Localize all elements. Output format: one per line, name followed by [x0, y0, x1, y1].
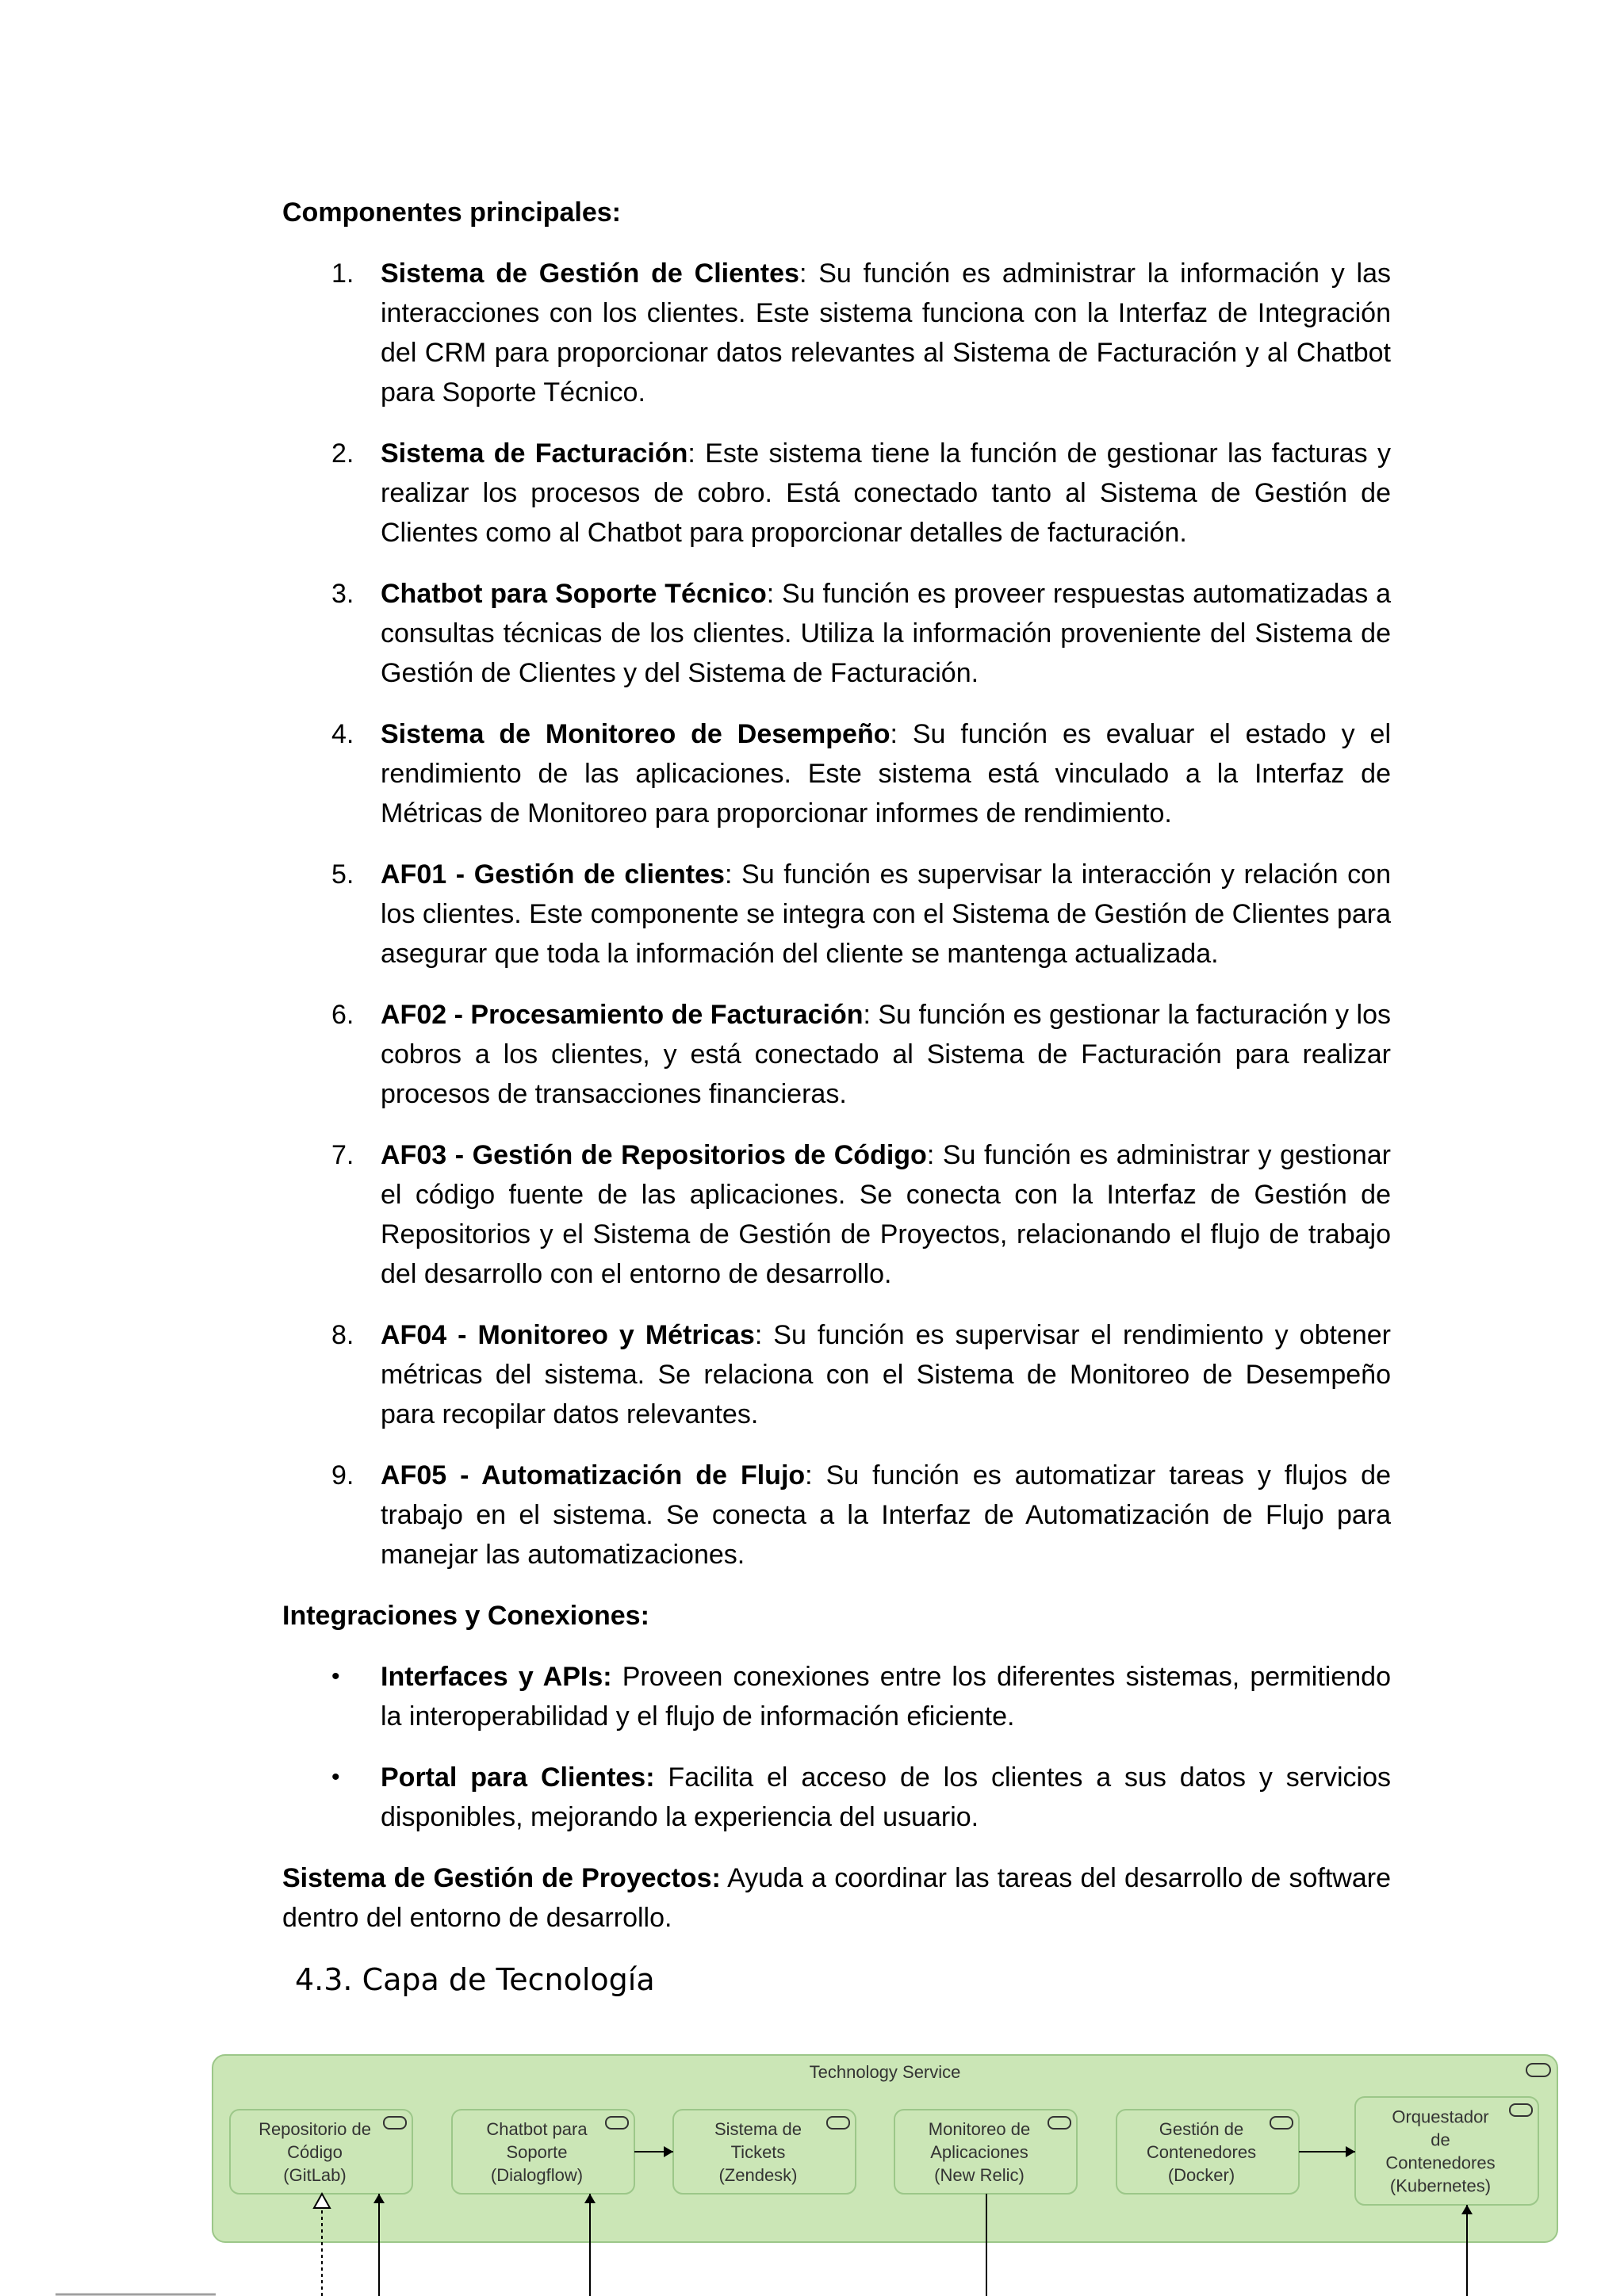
list-item — [282, 995, 1391, 1114]
item-number: 6. — [331, 1000, 354, 1030]
node-label: Contenedores — [1385, 2152, 1496, 2173]
node-label: Gestión de — [1159, 2119, 1244, 2139]
item-number: 9. — [331, 1460, 354, 1490]
list-item — [282, 574, 1391, 693]
node-label: (New Relic) — [934, 2165, 1025, 2185]
item-text: Facilita el acceso de los clientes a sus datos y servicios disponibles, mejorando la experiencia del usuario. — [381, 1762, 1391, 1832]
item-number: 1. — [331, 258, 354, 289]
list-item — [282, 254, 1391, 412]
item-text: : Su función es administrar y gestionar el código fuente de las aplicaciones. Se conecta con la Interfaz de Gestión de Repositorios y el Sistema de Gestión de Proyectos, relacionando el flujo de trabajo del desarrollo con el entorno de desarrollo. — [381, 1140, 1391, 1289]
section-heading: 4.3. Capa de Tecnología — [295, 1962, 655, 1997]
item-text: Proveen conexiones entre los diferentes sistemas, permitiendo la interoperabilidad y el flujo de información eficiente. — [381, 1662, 1391, 1732]
list-item — [282, 714, 1391, 833]
list-item — [282, 1315, 1391, 1434]
node-label: Chatbot para — [486, 2119, 588, 2139]
item-text: : Este sistema tiene la función de gestionar las facturas y realizar los procesos de cobro. Está conectado tanto al Sistema de Gestión de Clientes como al Chatbot para proporcionar detalles de facturación. — [381, 438, 1391, 548]
item-text: : Su función es proveer respuestas automatizadas a consultas técnicas de los clientes. Utiliza la información proveniente del Sistema de Gestión de Clientes y del Sistema de Facturación. — [381, 579, 1392, 688]
node-label: (Docker) — [1167, 2165, 1235, 2185]
item-title: AF02 - Procesamiento de Facturación — [381, 1000, 864, 1030]
list-item — [282, 434, 1391, 553]
document-body — [282, 193, 1391, 1999]
node-label: Código — [287, 2142, 343, 2162]
node-label: (GitLab) — [283, 2165, 347, 2185]
projects-paragraph — [282, 1858, 1391, 1938]
item-title: AF05 - Automatización de Flujo — [381, 1460, 806, 1490]
list-item — [282, 855, 1391, 974]
item-text: : Su función es administrar la información y las interacciones con los clientes. Este sistema funciona con la Interfaz de Integración del CRM para proporcionar datos relevantes al Sistema de Facturación y al Chatbot para Soporte Técnico. — [381, 258, 1391, 408]
item-number: 2. — [331, 438, 354, 469]
item-title: AF04 - Monitoreo y Métricas — [381, 1320, 755, 1350]
node-label: (Kubernetes) — [1389, 2175, 1492, 2196]
node-label: (Dialogflow) — [490, 2165, 584, 2185]
item-number: 4. — [331, 719, 354, 749]
item-text: : Su función es evaluar el estado y el rendimiento de las aplicaciones. Este sistema está vinculado a la Interfaz de Métricas de Monitoreo para proporcionar informes de rendimiento. — [381, 719, 1391, 828]
item-title: Portal para Clientes: — [381, 1762, 655, 1793]
item-title: Chatbot para Soporte Técnico — [381, 579, 767, 609]
node-label: Orquestador — [1392, 2107, 1489, 2127]
item-title: Sistema de Gestión de Clientes — [381, 258, 799, 289]
list-item — [282, 1657, 1391, 1736]
integrations-list — [282, 1657, 1391, 1837]
node-label: Sistema de — [714, 2119, 802, 2139]
node-label: de — [1431, 2130, 1450, 2150]
node-label: Contenedores — [1146, 2142, 1257, 2162]
node-label: Aplicaciones — [930, 2142, 1028, 2162]
item-number: 7. — [331, 1140, 354, 1170]
bullet-icon: • — [331, 1764, 340, 1790]
item-title: AF01 - Gestión de clientes — [381, 859, 725, 890]
container-label: Technology Service — [809, 2062, 961, 2082]
node-label: Repositorio de — [259, 2119, 371, 2139]
projects-title: Sistema de Gestión de Proyectos: — [282, 1863, 721, 1893]
technology-diagram — [0, 2045, 1624, 2296]
projects-text: Ayuda a coordinar las tareas del desarrollo de software dentro del entorno de desarrollo. — [282, 1863, 1392, 1933]
list-item — [282, 1758, 1391, 1837]
item-text: : Su función es gestionar la facturación y los cobros a los clientes, y está conectado al Sistema de Facturación para realizar procesos de transacciones financieras. — [381, 1000, 1391, 1109]
item-number: 3. — [331, 579, 354, 609]
integrations-heading: Integraciones y Conexiones: — [282, 1601, 649, 1631]
node-label: (Zendesk) — [718, 2165, 798, 2185]
item-number: 8. — [331, 1320, 354, 1350]
item-number: 5. — [331, 859, 354, 890]
item-text: : Su función es automatizar tareas y flujos de trabajo en el sistema. Se conecta a la Interfaz de Automatización de Flujo para manejar las automatizaciones. — [381, 1460, 1391, 1570]
bullet-icon: • — [331, 1663, 340, 1689]
item-title: Sistema de Facturación — [381, 438, 688, 469]
node-label: Monitoreo de — [928, 2119, 1031, 2139]
item-text: : Su función es supervisar la interacción y relación con los clientes. Este componente se integra con el Sistema de Gestión de Clientes para asegurar que toda la información del cliente se mantenga actualizada. — [381, 859, 1392, 969]
item-text: : Su función es supervisar el rendimiento y obtener métricas del sistema. Se relaciona con el Sistema de Monitoreo de Desempeño para recopilar datos relevantes. — [381, 1320, 1391, 1429]
item-title: Sistema de Monitoreo de Desempeño — [381, 719, 891, 749]
list-item — [282, 1456, 1391, 1575]
item-title: Interfaces y APIs: — [381, 1662, 612, 1692]
node-label: Tickets — [730, 2142, 786, 2162]
item-title: AF03 - Gestión de Repositorios de Código — [381, 1140, 927, 1170]
list-item — [282, 1135, 1391, 1294]
components-heading: Componentes principales: — [282, 197, 621, 228]
components-list — [282, 254, 1391, 1575]
node-label: Soporte — [506, 2142, 568, 2162]
